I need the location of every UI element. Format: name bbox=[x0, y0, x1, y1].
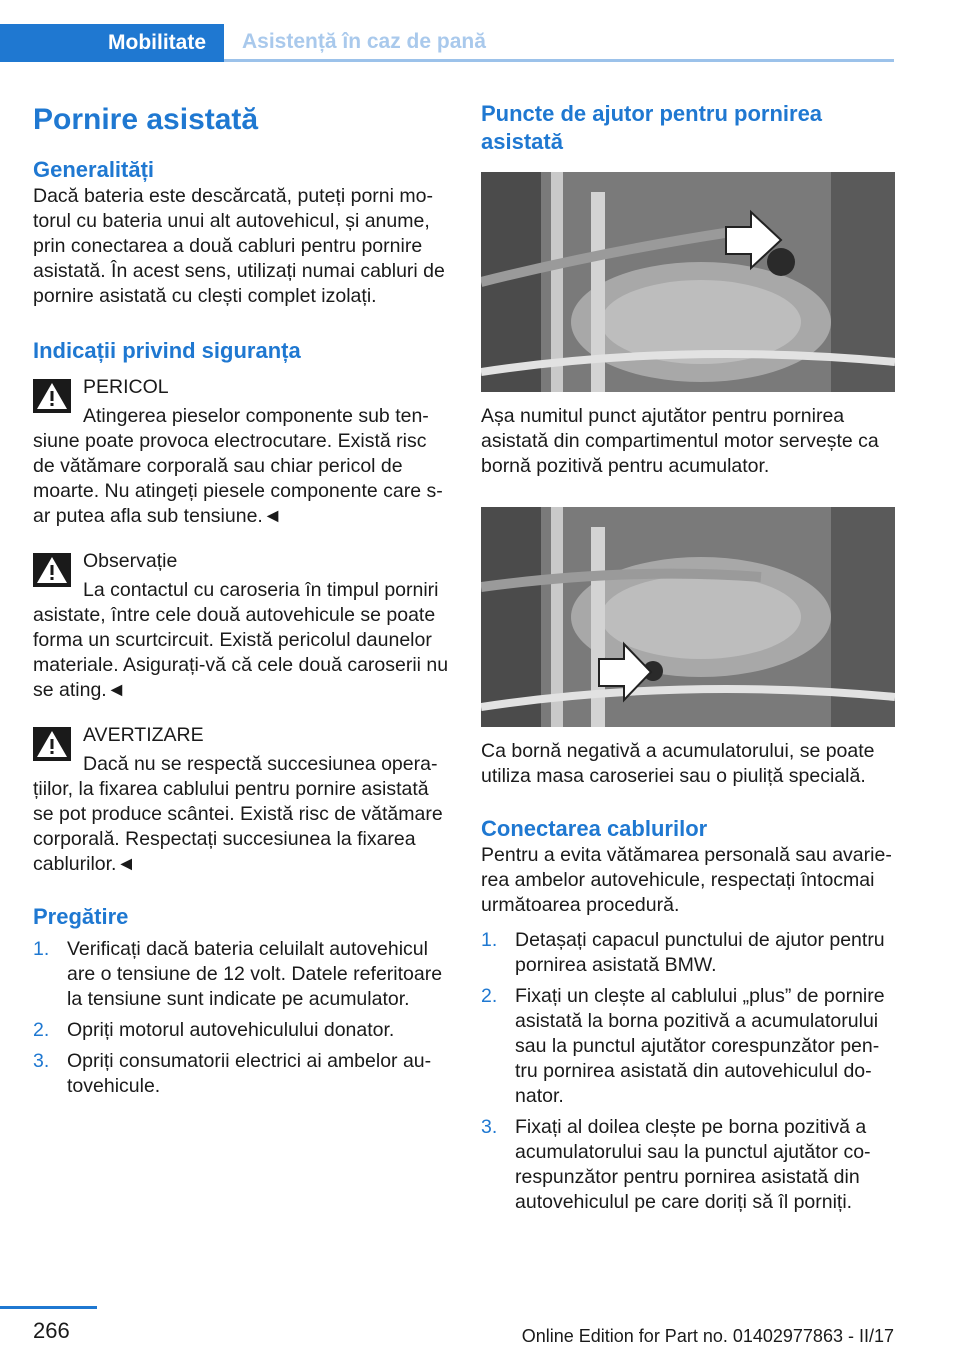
connect-text: Pentru a evita vătămarea personală sau avarie-rea ambelor autovehicule, respectați întocmai următoarea procedură. bbox=[481, 844, 892, 916]
engine-photo-negative bbox=[481, 507, 895, 727]
photo1-caption: Așa numitul punct ajutător pentru pornirea asistată din compartimentul motor servește ca bornă pozitivă pentru acumulator. bbox=[481, 405, 879, 477]
general-heading: Generalități bbox=[33, 157, 155, 182]
page-title: Pornire asistată bbox=[33, 103, 259, 136]
warning-danger bbox=[33, 375, 451, 529]
warning-label: PERICOL bbox=[83, 376, 169, 398]
warning-text: Dacă nu se respectă succesiunea opera-țiilor, la fixarea cablului pentru pornire asistată se pot produce scântei. Există risc de vătămare corporală. Respectați succesiunea la fixarea cablurilor.◄ bbox=[33, 753, 443, 875]
page-header bbox=[0, 0, 960, 64]
list-item: 1. Detașați capacul punctului de ajutor pentru pornirea asistată BMW. bbox=[481, 929, 885, 976]
list-item: 2. Opriți motorul autovehiculului donator. bbox=[33, 1019, 395, 1041]
warning-label: Observație bbox=[83, 550, 178, 572]
warning-text: Atingerea pieselor componente sub ten-siune poate provoca electrocutare. Există risc de vătămare corporală sau chiar pericol de moarte. Nu atingeți piesele componente care s-ar putea afla sub tensiune.◄ bbox=[33, 405, 443, 527]
warning-text: La contactul cu caroseria în timpul porniri asistate, între cele două autovehicule se poate forma un scurtcircuit. Există pericolul daunelor materiale. Asigurați-vă că cele două caroserii nu se ating.◄ bbox=[33, 579, 449, 701]
warning-triangle-icon bbox=[33, 727, 71, 761]
chapter-tab: Asistență în caz de pană bbox=[224, 24, 894, 62]
points-heading: Puncte de ajutor pentru pornirea asistată bbox=[481, 101, 823, 154]
edition-note: Online Edition for Part no. 01402977863 - II/17 bbox=[521, 1326, 894, 1346]
photo2-caption: Ca bornă negativă a acumulatorului, se poate utiliza masa caroseriei sau o piuliță specială. bbox=[481, 740, 875, 787]
list-item: 3. Fixați al doilea clește pe borna pozitivă a acumulatorului sau la punctul ajutător co-respunzător pentru pornirea asistată din autovehiculul pe care doriți să îl porniți. bbox=[481, 1116, 871, 1213]
list-item: 3. Opriți consumatorii electrici ai ambelor au-tovehicule. bbox=[33, 1050, 432, 1097]
page-number: 266 bbox=[33, 1318, 70, 1343]
safety-heading: Indicații privind siguranța bbox=[33, 338, 301, 363]
warning-triangle-icon bbox=[33, 553, 71, 587]
list-item: 1. Verificați dacă bateria celuilalt autovehicul are o tensiune de 12 volt. Datele referitoare la tensiune sunt indicate pe acumulator. bbox=[33, 938, 443, 1010]
connect-list bbox=[481, 928, 899, 1215]
connect-heading: Conectarea cablurilor bbox=[481, 816, 708, 841]
warning-triangle-icon bbox=[33, 379, 71, 413]
list-item: 2. Fixați un clește al cablului „plus” de pornire asistată la borna pozitivă a acumulatorului sau la punctul ajutător corespunzător pen-tru pornirea asistată din autovehiculul do-nator. bbox=[481, 985, 885, 1107]
general-text: Dacă bateria este descărcată, puteți porni mo-torul cu bateria unui alt autovehicul, și anume, prin conectarea a două cabluri pentru pornire asistată. În acest sens, utilizați numai cabluri de pornire asistată cu clești complet izolați. bbox=[33, 185, 445, 307]
prep-heading: Pregătire bbox=[33, 904, 129, 929]
left-column bbox=[33, 100, 451, 1099]
section-tab: Mobilitate bbox=[0, 24, 224, 62]
prep-list bbox=[33, 937, 451, 1099]
warning-notice bbox=[33, 549, 451, 703]
warning-label: AVERTIZARE bbox=[83, 724, 204, 746]
right-column bbox=[481, 100, 899, 1215]
warning-caution bbox=[33, 723, 451, 877]
engine-photo-positive bbox=[481, 172, 895, 392]
footer-rule bbox=[0, 1306, 97, 1309]
